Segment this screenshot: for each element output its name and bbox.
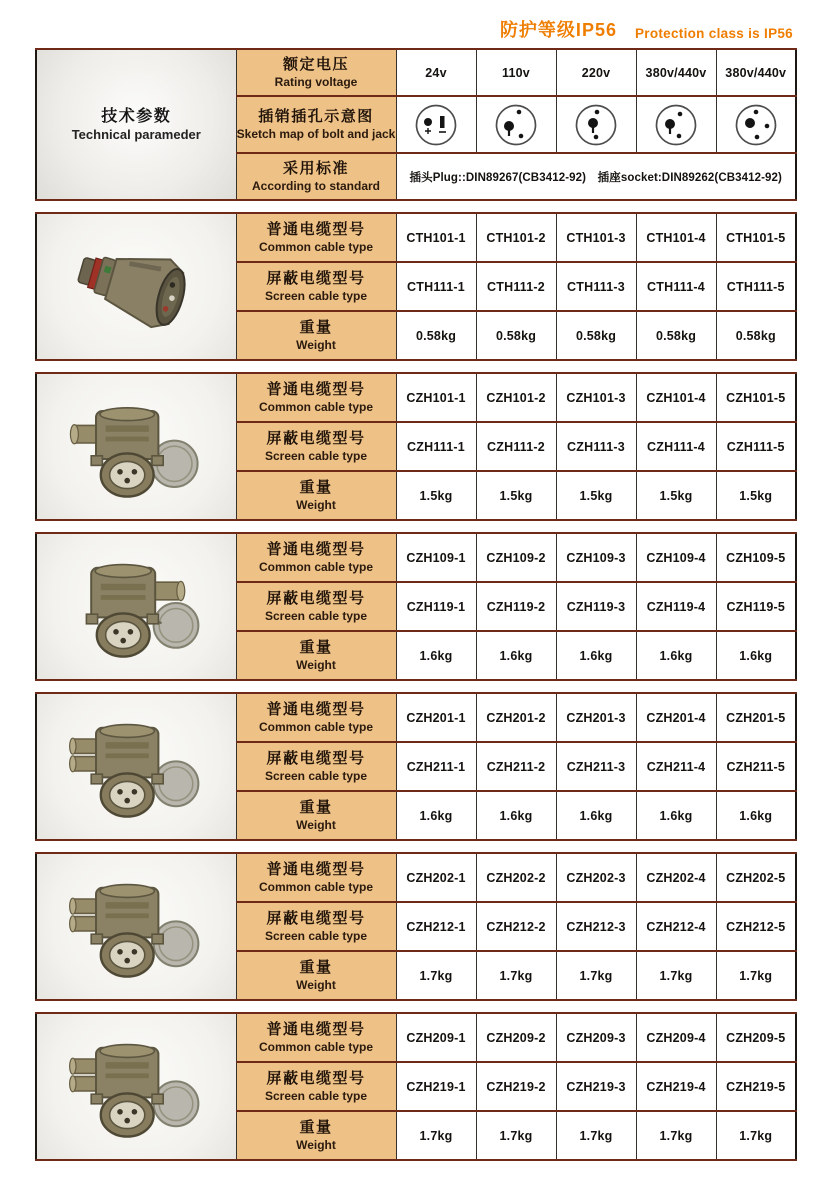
screen-value: CZH211-4 [636,742,716,791]
label-zh: 重量 [299,638,333,656]
common-value: CZH209-3 [556,1013,636,1062]
weights-row-label [236,471,396,520]
weights-row-label [236,791,396,840]
common-value: CTH101-3 [556,213,636,262]
common-value: CZH109-3 [556,533,636,582]
common-value: CZH201-1 [396,693,476,742]
product-table-3 [35,532,797,681]
common-row-label [236,533,396,582]
common-value: CZH101-4 [636,373,716,422]
label-zh: 重量 [299,798,333,816]
product-photo-socket-box-left-inlet [36,373,236,520]
product-tables [35,212,795,1161]
voltage-value: 24v [396,49,476,96]
common-value: CTH101-4 [636,213,716,262]
voltage-value: 380v/440v [636,49,716,96]
common-value: CZH109-4 [636,533,716,582]
screen-row-label [236,742,396,791]
label-zh: 屏蔽电缆型号 [266,749,366,767]
weights-value: 0.58kg [716,311,796,360]
weights-value: 1.6kg [556,791,636,840]
product-table-6 [35,1012,797,1161]
weights-value: 1.7kg [556,1111,636,1160]
label-en: Screen cable type [264,448,368,463]
pin-diagram-380v-b [716,96,796,153]
label-zh: 重量 [299,1118,333,1136]
weights-value: 1.6kg [716,791,796,840]
weights-value: 1.6kg [396,791,476,840]
pin-diagram-110v [476,96,556,153]
common-row-label [236,853,396,902]
screen-value: CZH219-1 [396,1062,476,1111]
weights-row-label [236,1111,396,1160]
label-en: Sketch map of bolt and jack [236,126,396,141]
common-row-label [236,213,396,262]
product-table-5 [35,852,797,1001]
label-zh: 采用标准 [282,159,349,177]
label-zh: 插销插孔示意图 [258,107,374,125]
pin-diagram-24v [396,96,476,153]
protection-class-title-zh: 防护等级IP56 [499,20,617,40]
label-zh: 重量 [299,958,333,976]
label-zh: 重量 [299,478,333,496]
label-zh: 普通电缆型号 [266,220,366,238]
label-zh: 重量 [299,318,333,336]
screen-value: CZH212-5 [716,902,796,951]
weights-value: 1.6kg [476,631,556,680]
common-value: CZH202-2 [476,853,556,902]
label-zh: 普通电缆型号 [266,1020,366,1038]
screen-value: CTH111-3 [556,262,636,311]
weights-row-label [236,951,396,1000]
product-photo-plug-connector [36,213,236,360]
common-value: CZH202-1 [396,853,476,902]
product-photo-socket-box-double-inlet [36,853,236,1000]
label-en: According to standard [251,178,380,193]
screen-value: CZH119-1 [396,582,476,631]
screen-value: CTH111-4 [636,262,716,311]
label-en: Screen cable type [264,768,368,783]
screen-row-label [236,1062,396,1111]
screen-row-label [236,582,396,631]
screen-value: CZH211-1 [396,742,476,791]
label-en: Weight [296,817,336,832]
screen-value: CZH219-3 [556,1062,636,1111]
weights-value: 1.6kg [476,791,556,840]
screen-value: CZH212-1 [396,902,476,951]
label-en: Weight [296,337,336,352]
screen-value: CZH211-2 [476,742,556,791]
label-zh: 额定电压 [282,55,349,73]
product-table-4 [35,692,797,841]
screen-value: CZH219-2 [476,1062,556,1111]
weights-value: 1.6kg [636,791,716,840]
protection-class-title-en: Protection class is IP56 [634,26,793,41]
common-value: CZH202-4 [636,853,716,902]
product-table-2 [35,372,797,521]
common-value: CZH109-1 [396,533,476,582]
label-en: Weight [296,497,336,512]
voltage-value: 380v/440v [716,49,796,96]
standard-value: 插头Plug::DIN89267(CB3412-92) 插座socket:DIN89262(CB3412-92) [396,153,796,200]
screen-value: CZH211-3 [556,742,636,791]
product-table-1 [35,212,797,361]
common-value: CTH101-5 [716,213,796,262]
common-value: CZH101-3 [556,373,636,422]
screen-value: CZH219-5 [716,1062,796,1111]
label-en: Common cable type [258,399,374,414]
screen-row-label [236,902,396,951]
label-zh: 普通电缆型号 [266,540,366,558]
common-value: CZH101-1 [396,373,476,422]
label-zh: 屏蔽电缆型号 [266,909,366,927]
common-value: CZH201-3 [556,693,636,742]
screen-value: CZH111-3 [556,422,636,471]
weights-value: 1.6kg [556,631,636,680]
page-title [35,12,795,42]
common-row-label [236,693,396,742]
weights-value: 1.7kg [476,951,556,1000]
screen-value: CZH111-2 [476,422,556,471]
weights-row-label [236,311,396,360]
label-en: Screen cable type [264,928,368,943]
voltage-value: 110v [476,49,556,96]
common-value: CZH202-3 [556,853,636,902]
weights-value: 1.5kg [476,471,556,520]
screen-row-label [236,422,396,471]
standard-row-label [236,153,396,200]
weights-value: 0.58kg [476,311,556,360]
weights-value: 1.7kg [396,951,476,1000]
label-en: Rating voltage [274,74,358,89]
label-en: Weight [296,1137,336,1152]
common-value: CZH109-2 [476,533,556,582]
weights-value: 1.7kg [716,1111,796,1160]
label-en: Common cable type [258,239,374,254]
weights-value: 1.7kg [556,951,636,1000]
voltage-value: 220v [556,49,636,96]
common-row-label [236,1013,396,1062]
weights-value: 1.6kg [636,631,716,680]
label-en: Common cable type [258,1039,374,1054]
common-value: CTH101-2 [476,213,556,262]
product-photo-socket-box-double-inlet [36,1013,236,1160]
weights-value: 1.7kg [716,951,796,1000]
screen-value: CZH119-3 [556,582,636,631]
technical-parameters-table [35,48,797,201]
screen-value: CZH211-5 [716,742,796,791]
technical-parameter-cell [36,49,236,200]
screen-value: CZH111-1 [396,422,476,471]
label-zh: 普通电缆型号 [266,860,366,878]
common-value: CZH201-4 [636,693,716,742]
pin-diagram-220v [556,96,636,153]
label-en: Screen cable type [264,1088,368,1103]
common-value: CZH202-5 [716,853,796,902]
weights-value: 1.5kg [716,471,796,520]
screen-value: CZH119-4 [636,582,716,631]
weights-value: 1.5kg [556,471,636,520]
screen-value: CZH111-4 [636,422,716,471]
label-en: Weight [296,977,336,992]
common-row-label [236,373,396,422]
weights-value: 1.7kg [476,1111,556,1160]
weights-row-label [236,631,396,680]
rating-voltage-row-label [236,49,396,96]
label-zh: 屏蔽电缆型号 [266,429,366,447]
screen-value: CZH212-3 [556,902,636,951]
label-en: Common cable type [258,559,374,574]
label-zh: 屏蔽电缆型号 [266,269,366,287]
weights-value: 0.58kg [636,311,716,360]
label-en: Common cable type [258,719,374,734]
pin-diagram-380v-a [636,96,716,153]
label-zh: 屏蔽电缆型号 [266,589,366,607]
common-value: CZH101-5 [716,373,796,422]
screen-value: CZH119-5 [716,582,796,631]
weights-value: 1.7kg [636,951,716,1000]
label-zh: 普通电缆型号 [266,700,366,718]
label-zh: 屏蔽电缆型号 [266,1069,366,1087]
common-value: CZH201-5 [716,693,796,742]
label-en: Screen cable type [264,608,368,623]
weights-value: 1.6kg [716,631,796,680]
screen-value: CZH119-2 [476,582,556,631]
screen-row-label [236,262,396,311]
label-zh: 普通电缆型号 [266,380,366,398]
weights-value: 0.58kg [396,311,476,360]
common-value: CZH201-2 [476,693,556,742]
sketch-map-row-label [236,96,396,153]
weights-value: 1.5kg [636,471,716,520]
label-en: Weight [296,657,336,672]
screen-value: CZH212-2 [476,902,556,951]
weights-value: 1.7kg [396,1111,476,1160]
weights-value: 1.6kg [396,631,476,680]
screen-value: CTH111-5 [716,262,796,311]
weights-value: 1.5kg [396,471,476,520]
screen-value: CTH111-2 [476,262,556,311]
technical-parameter-label-zh: 技术参数 [101,107,172,125]
common-value: CZH101-2 [476,373,556,422]
technical-parameter-label-en: Technical parameder [71,126,201,142]
common-value: CZH209-5 [716,1013,796,1062]
screen-value: CTH111-1 [396,262,476,311]
weights-value: 1.7kg [636,1111,716,1160]
screen-value: CZH219-4 [636,1062,716,1111]
common-value: CTH101-1 [396,213,476,262]
common-value: CZH209-2 [476,1013,556,1062]
common-value: CZH209-1 [396,1013,476,1062]
catalog-page [35,12,795,1172]
screen-value: CZH212-4 [636,902,716,951]
common-value: CZH109-5 [716,533,796,582]
common-value: CZH209-4 [636,1013,716,1062]
weights-value: 0.58kg [556,311,636,360]
label-en: Screen cable type [264,288,368,303]
screen-value: CZH111-5 [716,422,796,471]
label-en: Common cable type [258,879,374,894]
product-photo-socket-box-right-inlet [36,533,236,680]
product-photo-socket-box-double-inlet [36,693,236,840]
